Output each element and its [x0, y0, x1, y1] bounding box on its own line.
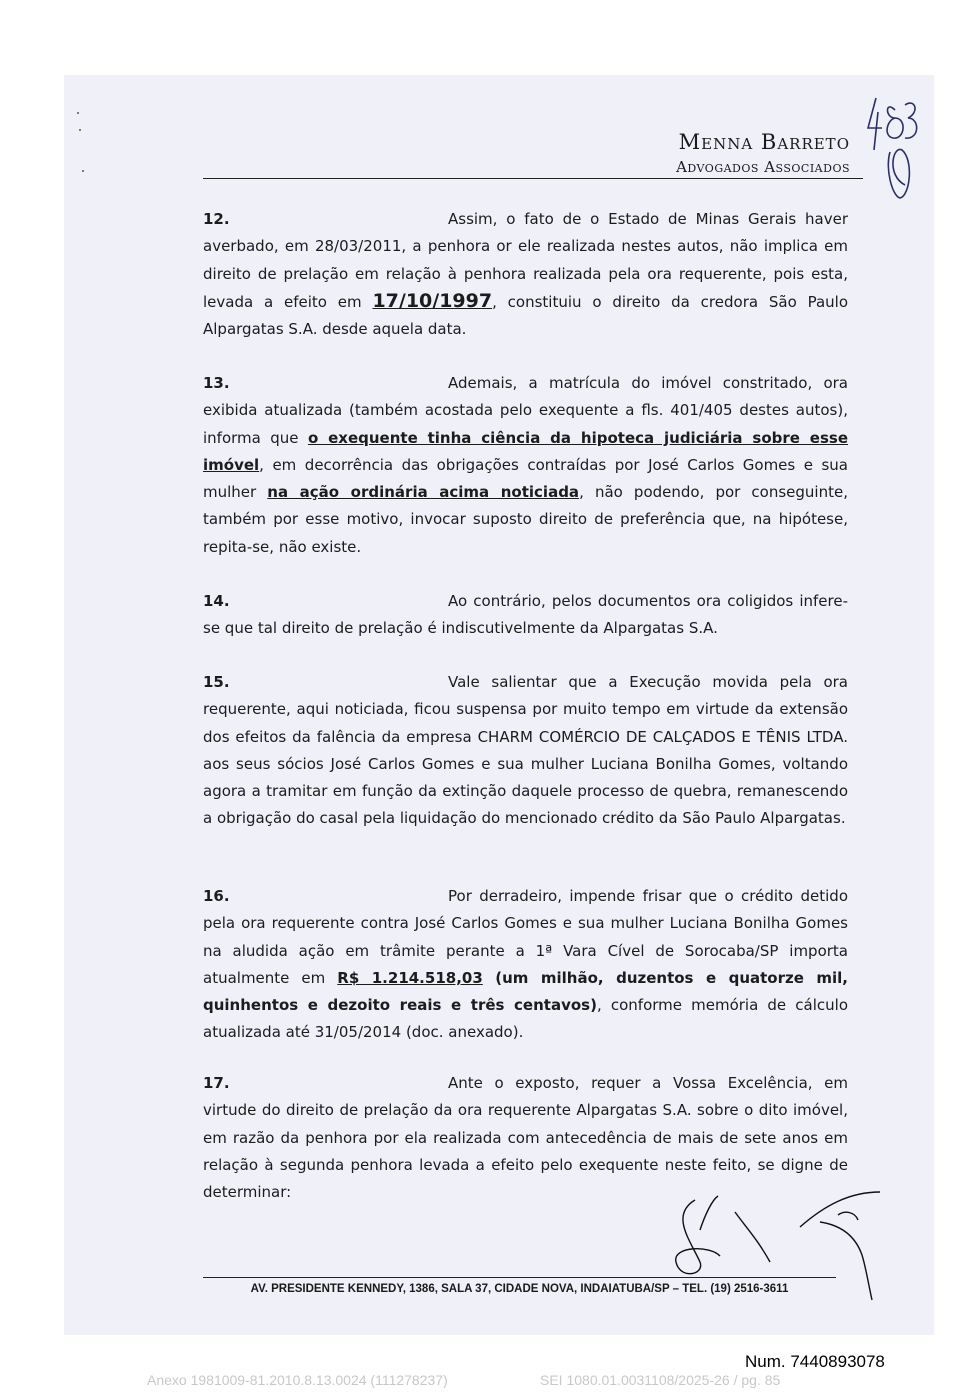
paragraph-number: 12.: [203, 210, 230, 228]
annex-reference: Anexo 1981009-81.2010.8.13.0024 (111278237): [147, 1372, 448, 1388]
paragraph-text: , não podendo, por conseguinte, também por esse motivo, invocar suposto direito de preferência que, na hipótese, repita-se, não existe.: [203, 483, 848, 556]
paragraph-text: Por derradeiro, impende frisar que o crédito detido pela ora requerente contra José Carlos Gomes e sua mulher Luciana Bonilha Gomes na aludida ação em trâmite perante a 1ª Vara Cível de Sorocaba/SP importa atualmente em: [203, 887, 848, 987]
document-number: Num. 7440893078: [745, 1352, 885, 1371]
sei-reference: SEI 1080.01.0031108/2025-26 / pg. 85: [540, 1372, 781, 1388]
underlined-phrase: o exequente tinha ciência da hipoteca judiciária sobre esse imóvel: [203, 428, 849, 474]
paragraph-16: [203, 883, 848, 1047]
underlined-phrase: na ação ordinária acima noticiada: [267, 483, 580, 502]
paragraph-text: Assim, o fato de o Estado de Minas Gerais haver averbado, em 28/03/2011, a penhora or ele realizada nestes autos, não implica em direito de prelação em relação à penhora realizada pela ora requerente, pois esta, levada a efeito em: [203, 210, 848, 311]
paragraph-number: 16.: [203, 887, 230, 905]
highlight-date: 17/10/1997: [372, 289, 493, 312]
paragraph-number: 15.: [203, 673, 230, 691]
paragraph-text: , conforme memória de cálculo atualizada até 31/05/2014 (doc. anexado).: [203, 996, 848, 1042]
paragraph-number: 13.: [203, 374, 230, 392]
page-number-handwritten: [868, 98, 917, 198]
amount-words: (um milhão, duzentos e quatorze mil, quinhentos e dezoito reais e três centavos): [203, 968, 848, 1015]
paragraph-text: Ademais, a matrícula do imóvel constritado, ora exibida atualizada (também acostada pelo exequente a fls. 401/405 destes autos), informa que: [203, 374, 848, 447]
paragraph-number: 17.: [203, 1074, 230, 1092]
firm-subtitle: Advogados Associados: [676, 158, 850, 176]
paragraph-text: , constituiu o direito da credora São Paulo Alpargatas S.A. desde aquela data.: [203, 292, 848, 339]
paragraph-text: Ao contrário, pelos documentos ora coligidos infere-se que tal direito de prelação é indiscutivelmente da Alpargatas S.A.: [203, 592, 848, 638]
footer-rule: [203, 1277, 836, 1278]
paragraph-number: 14.: [203, 592, 230, 610]
firm-name: Menna Barreto: [678, 130, 850, 154]
paragraph-17: [203, 1070, 848, 1206]
paragraph-13: [203, 370, 848, 561]
paragraph-15: [203, 669, 848, 833]
paragraph-text: Vale salientar que a Execução movida pela ora requerente, aqui noticiada, ficou suspensa por muito tempo em virtude da extensão dos efeitos da falência da empresa CHARM COMÉRCIO DE CALÇADOS E TÊNIS LTDA. aos seus sócios José Carlos Gomes e sua mulher Luciana Bonilha Gomes, voltando agora a tramitar em função da extinção daquele processo de quebra, remanescendo a obrigação do casal pela liquidação do mencionado crédito da São Paulo Alpargatas.: [203, 673, 848, 828]
paragraph-text: Ante o exposto, requer a Vossa Excelência, em virtude do direito de prelação da ora requerente Alpargatas S.A. sobre o dito imóvel, em razão da penhora por ela realizada com antecedência de mais de sete anos em relação à segunda penhora levada a efeito pelo exequente neste feito, se digne de determinar:: [203, 1074, 848, 1202]
paragraph-text: , em decorrência das obrigações contraídas por José Carlos Gomes e sua mulher: [203, 455, 848, 502]
footer-address: AV. PRESIDENTE KENNEDY, 1386, SALA 37, CIDADE NOVA, INDAIATUBA/SP – TEL. (19) 2516-3611: [250, 1283, 789, 1295]
amount-value: R$ 1.214.518,03: [337, 968, 483, 987]
paragraph-14: [203, 588, 848, 643]
paragraph-12: [203, 206, 848, 343]
